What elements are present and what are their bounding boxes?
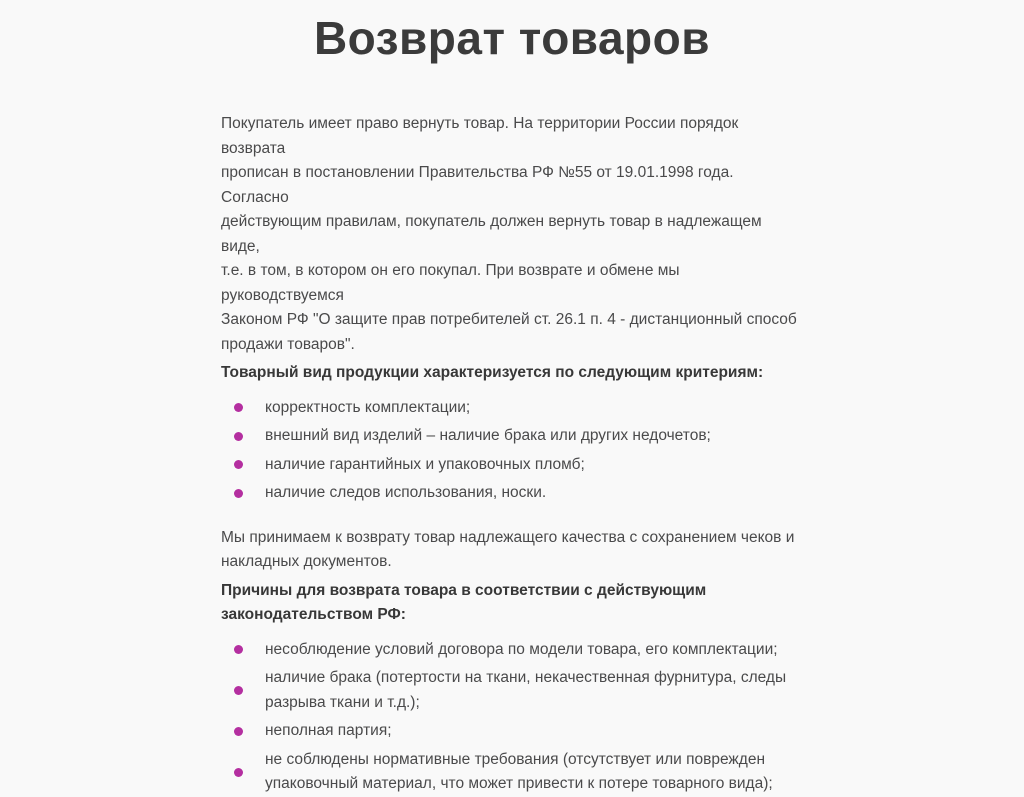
bullet-icon (234, 768, 243, 777)
intro-line: прописан в постановлении Правительства РФ №55 от 19.01.1998 года. Согласно (221, 164, 734, 206)
bullet-icon (234, 432, 243, 441)
reasons-heading: Причины для возврата товара в соответствии с действующим законодательством РФ: (221, 581, 707, 623)
list-item (221, 638, 803, 663)
list-item (221, 453, 803, 478)
bullet-icon (234, 645, 243, 654)
intro-paragraph (221, 112, 803, 357)
criteria-list (221, 396, 803, 506)
bullet-icon (234, 460, 243, 469)
acceptance-line: Мы принимаем к возврату товар надлежащего качества с сохранением чеков и (221, 528, 795, 546)
list-item-label: несоблюдение условий договора по модели товара, его комплектации; (265, 640, 778, 658)
list-item-label: корректность комплектации; (265, 398, 471, 416)
list-item-label: наличие гарантийных и упаковочных пломб; (265, 455, 585, 473)
intro-line: Законом РФ "О защите прав потребителей ст. 26.1 п. 4 - дистанционный способ (221, 311, 797, 328)
list-item (221, 424, 803, 449)
list-item (221, 719, 803, 744)
acceptance-paragraph (221, 526, 803, 575)
list-item-label: наличие следов использования, носки. (265, 484, 547, 501)
bullet-icon (234, 727, 243, 736)
bullet-icon (234, 686, 243, 695)
intro-line: т.е. в том, в котором он его покупал. При возврате и обмене мы руководствуемся (221, 262, 680, 304)
intro-line: действующим правилам, покупатель должен вернуть товар в надлежащем виде, (221, 213, 762, 255)
list-item-label: неполная партия; (265, 722, 392, 739)
list-item-label: наличие брака (потертости на ткани, некачественная фурнитура, следы разрыва ткани и т.д.); (265, 669, 787, 711)
bullet-icon (234, 403, 243, 412)
page-title: Возврат товаров (313, 12, 711, 64)
list-item-label: внешний вид изделий – наличие брака или других недочетов; (265, 427, 711, 444)
reasons-list (221, 638, 803, 797)
intro-line: продажи товаров". (221, 335, 355, 353)
returns-policy-page (221, 12, 803, 797)
list-item (221, 481, 803, 506)
list-item (221, 396, 803, 421)
list-item (221, 666, 803, 715)
criteria-heading: Товарный вид продукции характеризуется по следующим критериям: (221, 364, 764, 381)
bullet-icon (234, 489, 243, 498)
intro-line: Покупатель имеет право вернуть товар. На территории России порядок возврата (221, 115, 739, 157)
list-item-label: не соблюдены нормативные требования (отсутствует или поврежден упаковочный материал, что может привести к потере товарного вида); (265, 750, 773, 792)
acceptance-line: накладных документов. (221, 553, 392, 570)
list-item (221, 748, 803, 797)
